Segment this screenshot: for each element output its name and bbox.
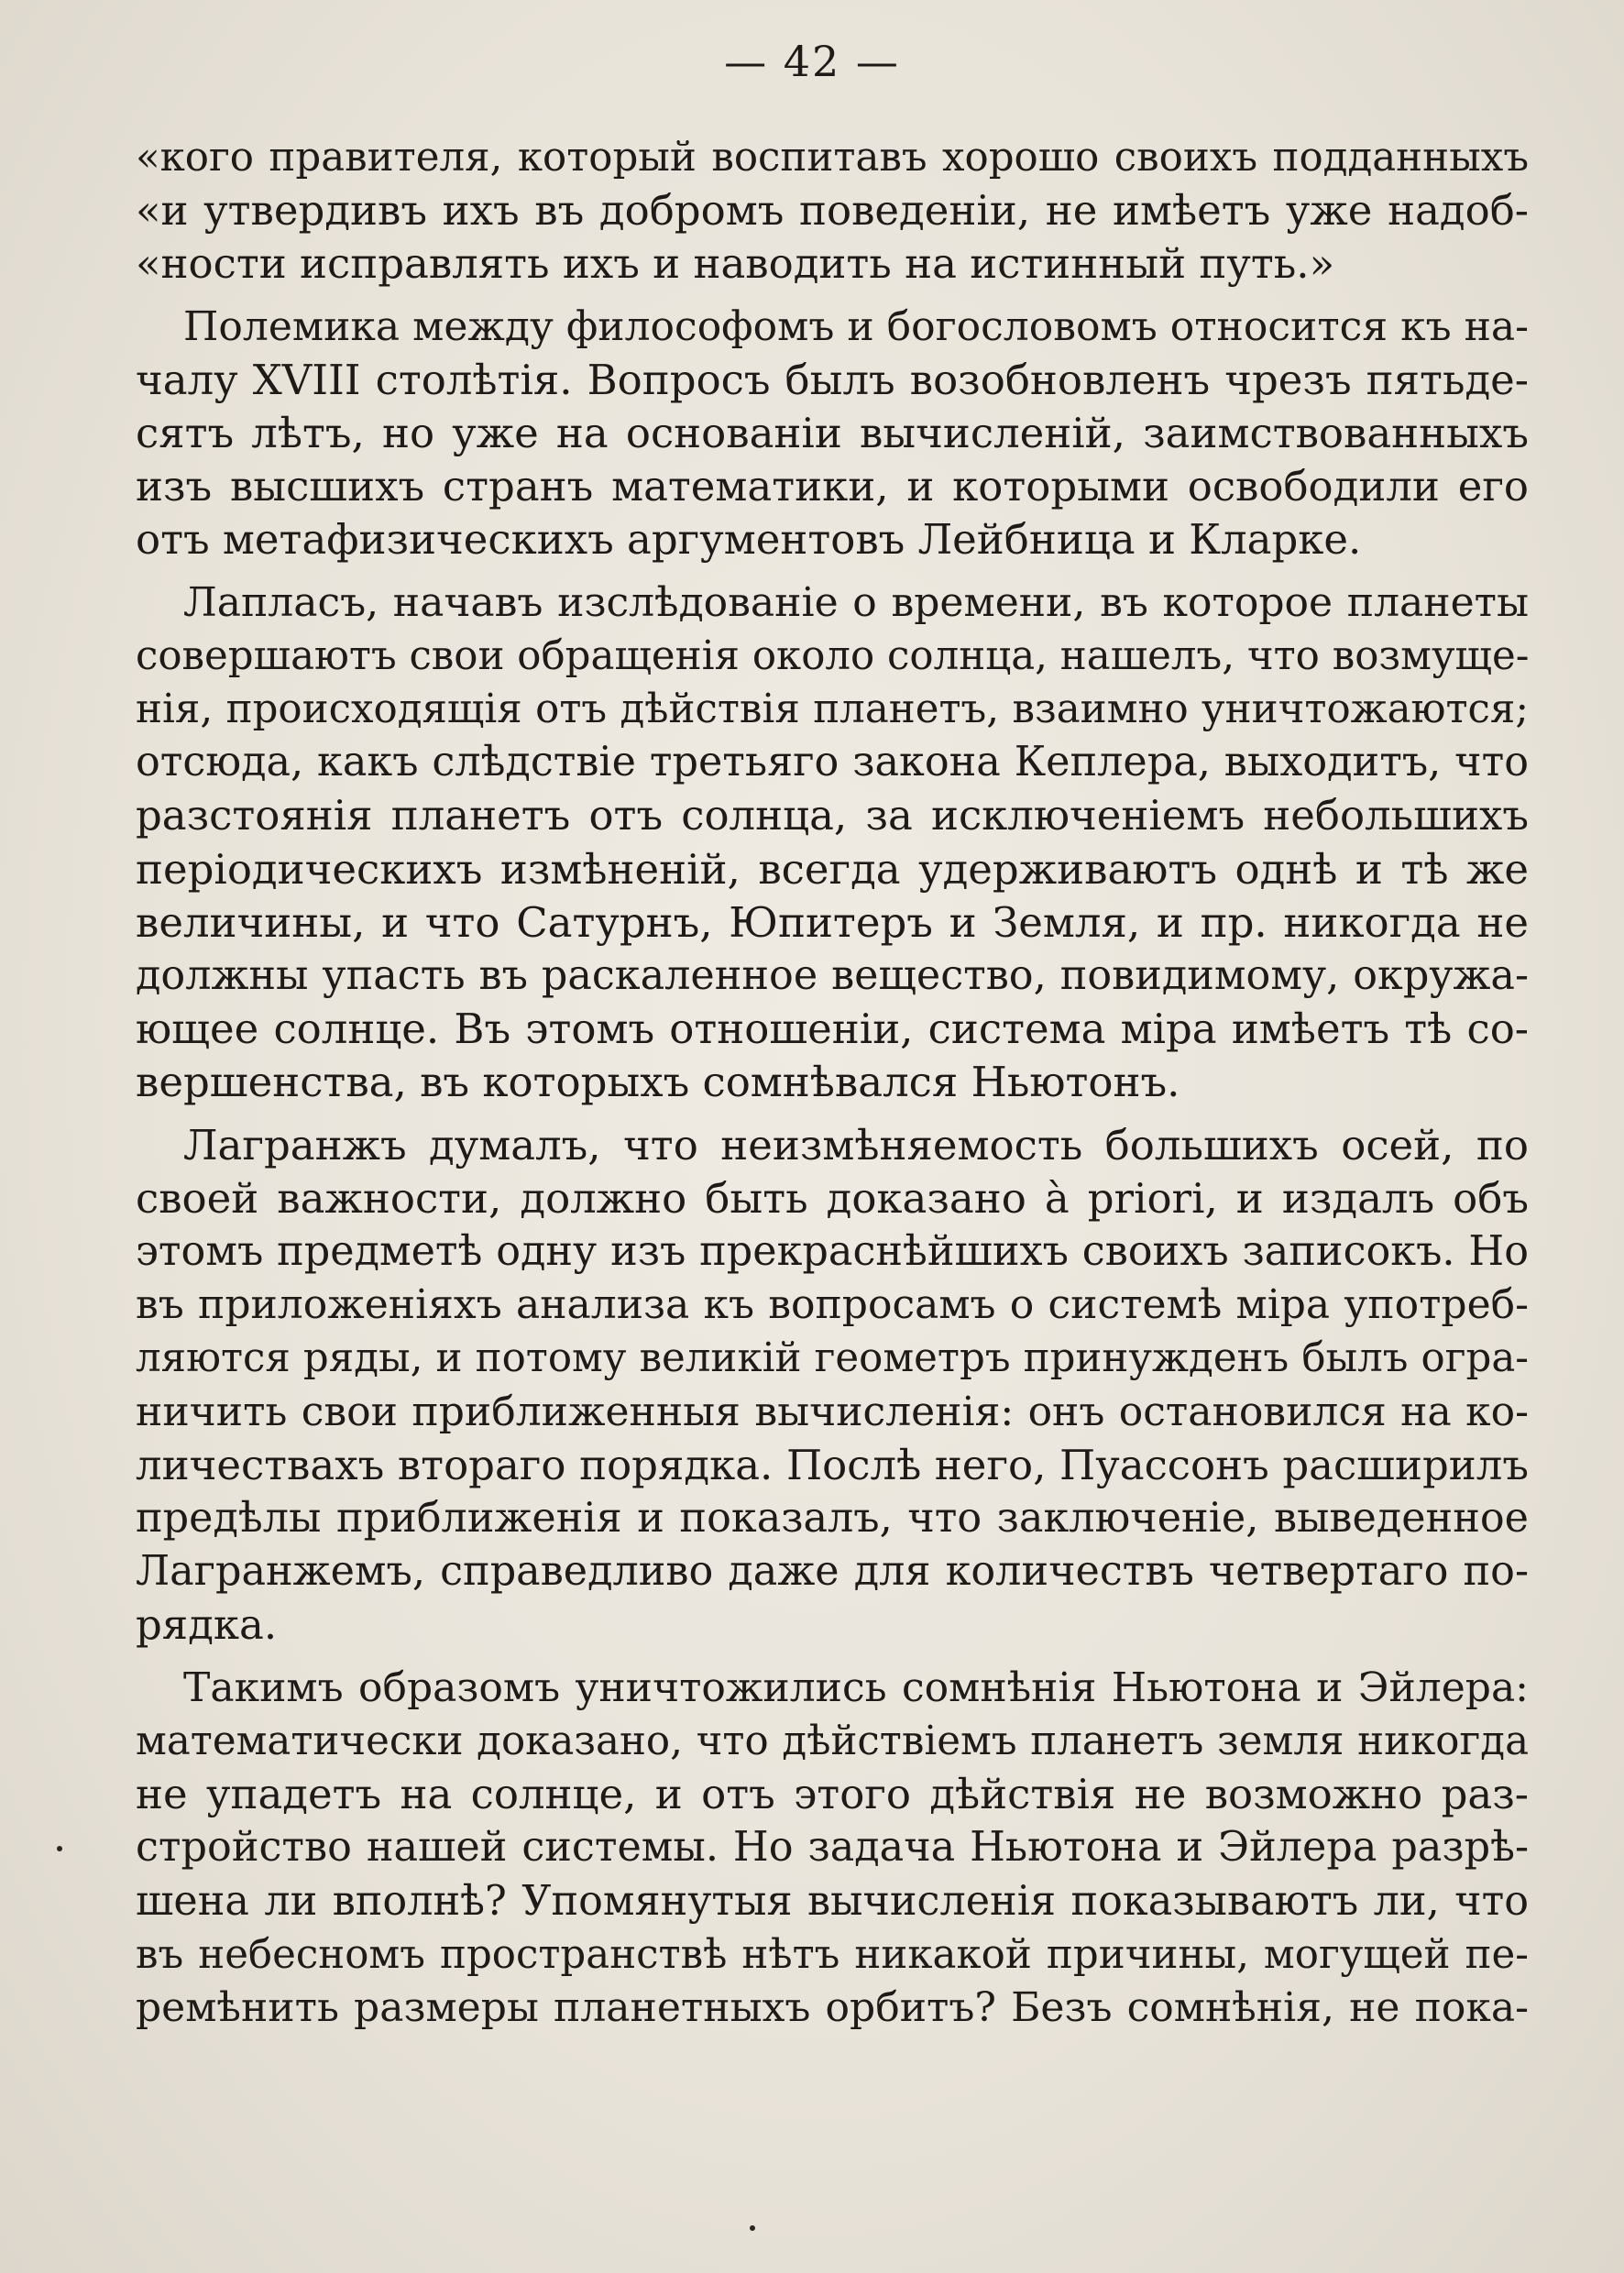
text-line: вершенства, въ которыхъ сомнѣвался Ньютонъ. [136, 1058, 1180, 1107]
text-line: ничить свои приближенныя вычисленія: онъ остановился на ко- [136, 1388, 1529, 1435]
text-line: сятъ лѣтъ, но уже на основаніи вычисленій, заимствованныхъ [136, 409, 1529, 458]
text-line: изъ высшихъ странъ математики, и которыми освободили его [136, 462, 1529, 511]
page-number: — 42 — [724, 37, 900, 86]
paragraph-4 [136, 1119, 1529, 1653]
text-line: Лагранжемъ, справедливо даже для количествъ четвертаго по- [136, 1548, 1529, 1596]
text-line: шена ли вполнѣ? Упомянутыя вычисленія показываютъ ли, что [136, 1877, 1529, 1925]
text-line: Лагранжъ думалъ, что неизмѣняемость большихъ осей, по [183, 1120, 1529, 1169]
text-line: въ приложеніяхъ анализа къ вопросамъ о системѣ міра употреб- [136, 1281, 1529, 1329]
text-line: «и утвердивъ ихъ въ добромъ поведеніи, не имѣетъ уже надоб- [136, 186, 1529, 236]
text-line: ремѣнить размеры планетныхъ орбитъ? Безъ сомнѣнія, не пока- [136, 1983, 1529, 2031]
text-line: нія, происходящія отъ дѣйствія планетъ, взаимно уничтожаются; [136, 686, 1529, 733]
text-line: ющее солнце. Въ этомъ отношеніи, система міра имѣетъ тѣ со- [136, 1005, 1529, 1054]
text-line: стройство нашей системы. Но задача Ньютона и Эйлера разрѣ- [136, 1824, 1529, 1872]
text-line: математически доказано, что дѣйствіемъ планетъ земля никогда [136, 1718, 1529, 1764]
text-line: Лапласъ, начавъ изслѣдованіе о времени, въ которое планеты [183, 578, 1529, 626]
text-line: періодическихъ измѣненій, всегда удерживаютъ однѣ и тѣ же [136, 844, 1529, 894]
paragraph-1 [136, 131, 1529, 291]
text-line: этомъ предметѣ одну изъ прекраснѣйшихъ своихъ записокъ. Но [136, 1228, 1529, 1276]
text-line: рядка. [136, 1600, 278, 1650]
text-line: своей важности, должно быть доказано à priori, и издалъ объ [136, 1173, 1529, 1223]
text-line: личествахъ втораго порядка. Послѣ него, Пуассонъ расширилъ [136, 1440, 1529, 1489]
text-line: Такимъ образомъ уничтожились сомнѣнія Ньютона и Эйлера: [183, 1664, 1529, 1711]
paragraph-3 [136, 576, 1529, 1110]
text-line: «кого правителя, который воспитавъ хорошо своихъ подданныхъ [136, 135, 1529, 181]
text-line: должны упасть въ раскаленное вещество, повидимому, окружа- [136, 952, 1529, 1000]
text-line: не упадетъ на солнце, и отъ этого дѣйствія не возможно раз- [136, 1770, 1529, 1819]
ink-speck [57, 1846, 62, 1851]
text-line: совершаютъ свои обращенія около солнца, нашелъ, что возмуще- [136, 632, 1530, 679]
text-line: предѣлы приближенія и показалъ, что заключеніе, выведенное [136, 1495, 1529, 1543]
text-line: отъ метафизическихъ аргументовъ Лейбница и Кларке. [136, 515, 1362, 565]
text-line: чалу XVIII столѣтія. Вопросъ былъ возобновленъ чрезъ пятьде- [136, 355, 1529, 404]
ink-speck [750, 2225, 755, 2231]
paragraph-2 [136, 301, 1529, 567]
text-line: Полемика между философомъ и богословомъ относится къ на- [183, 302, 1529, 350]
text-line: отсюда, какъ слѣдствіе третьяго закона Кеплера, выходитъ, что [136, 739, 1529, 786]
paragraph-5 [136, 1662, 1529, 2035]
text-line: ляются ряды, и потому великій геометръ принужденъ былъ огра- [136, 1335, 1529, 1382]
text-line: величины, и что Сатурнъ, Юпитеръ и Земля, и пр. никогда не [136, 897, 1529, 947]
body-text [136, 131, 1529, 2035]
text-line: въ небесномъ пространствѣ нѣтъ никакой причины, могущей пе- [136, 1931, 1529, 1978]
text-line: разстоянія планетъ отъ солнца, за исключеніемъ небольшихъ [136, 791, 1529, 840]
text-line: «ности исправлять ихъ и наводить на истинный путь.» [136, 239, 1335, 289]
